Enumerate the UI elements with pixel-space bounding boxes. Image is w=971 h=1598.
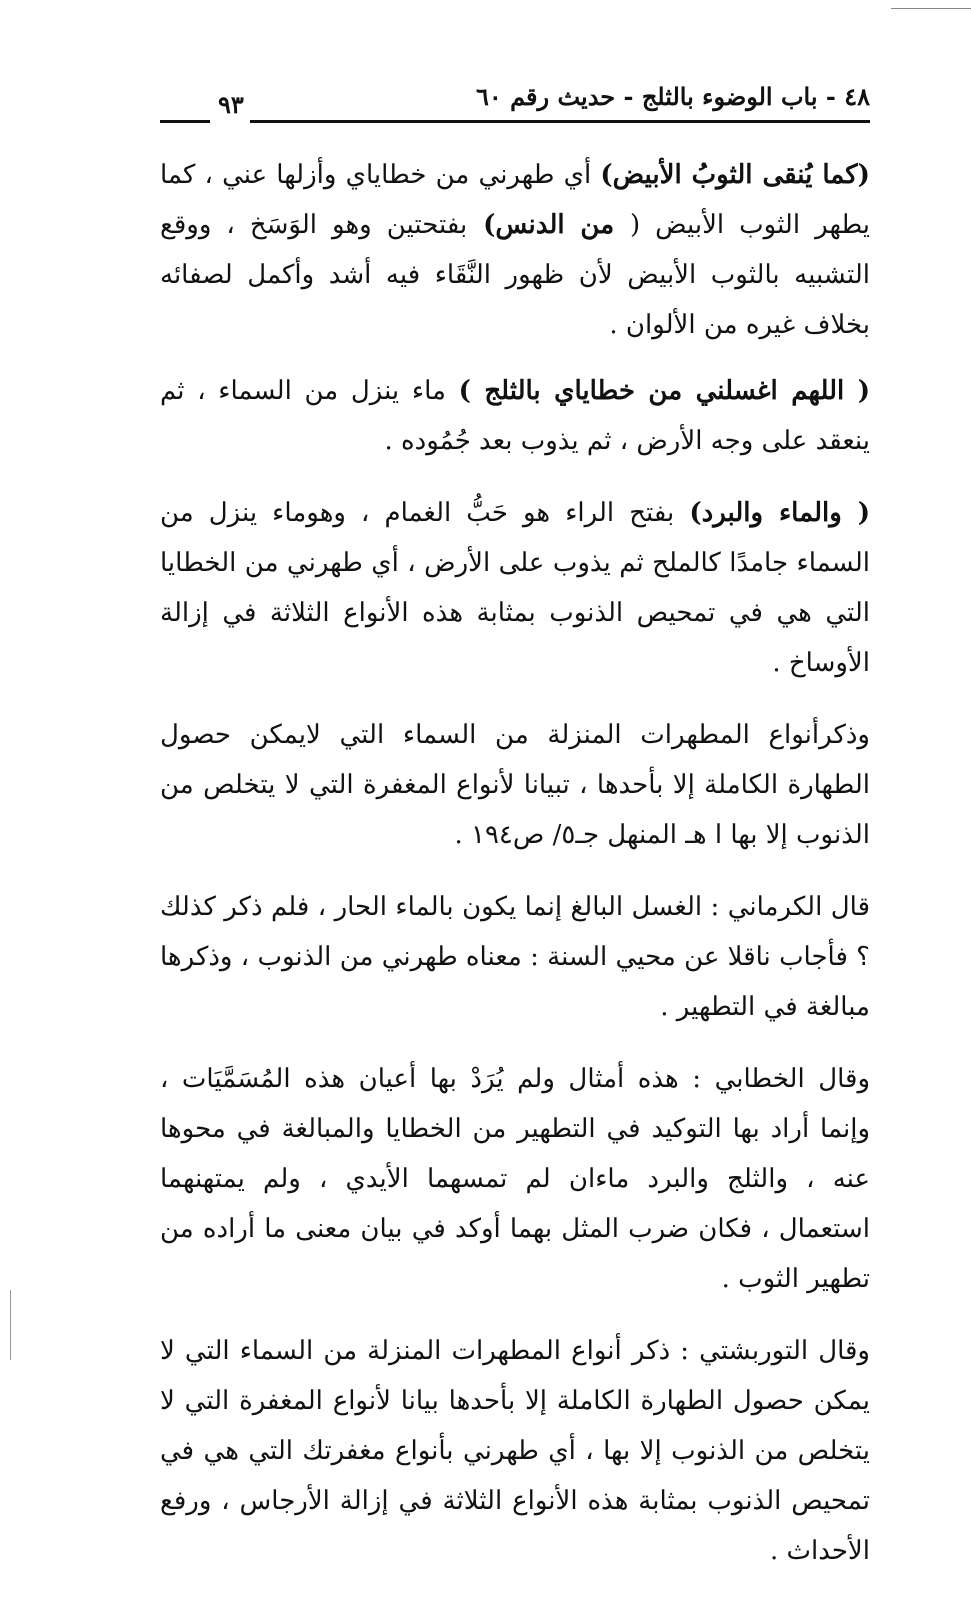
paragraph-7 <box>160 1326 870 1576</box>
paragraph-5 <box>160 882 870 1032</box>
margin-line <box>10 1290 11 1360</box>
paragraph-1-lead2: من الدنس) <box>467 210 630 240</box>
paragraph-1 <box>160 150 870 350</box>
paragraph-3 <box>160 488 870 688</box>
paragraph-4-text: وذكرأنواع المطهرات المنزلة من السماء التي لايمكن حصول الطهارة الكاملة إلا بأحدها ، تبيانا لأنواع المغفرة التي لا يتخلص من الذنوب إلا بها ا هـ المنهل جـ٥/ ص١٩٤ . <box>160 720 870 850</box>
paragraph-4 <box>160 710 870 860</box>
paragraph-6-text: وقال الخطابي : هذه أمثال ولم يُرَدْ بها أعيان هذه المُسَمَّيَات ، وإنما أراد بها التوكيد في التطهير من الخطايا والمبالغة في محوها عنه ، والثلج والبرد ماءان لم تمسهما الأيدي ، ولم يمتهنهما استعمال ، فكان ضرب المثل بهما أوكد في بيان معنى ما أراده من تطهير الثوب . <box>160 1064 870 1294</box>
paragraph-5-text: قال الكرماني : الغسل البالغ إنما يكون بالماء الحار ، فلم ذكر كذلك ؟ فأجاب ناقلا عن محيي السنة : معناه طهرني من الذنوب ، وذكرها مبالغة في التطهير . <box>160 892 870 1022</box>
paragraph-1-text2: بفتحتين وهو الوَسَخ ، ووقع التشبيه بالثوب الأبيض لأن ظهور النَّقَاء فيه أشد وأكمل لصفائه بخلاف غيره من الألوان . <box>160 210 870 340</box>
header-rule <box>250 120 870 123</box>
header-rule-short <box>160 120 210 123</box>
paragraph-3-text: بفتح الراء هو حَبُّ الغمام ، وهوماء ينزل من السماء جامدًا كالملح ثم يذوب على الأرض ، أي طهرني من الخطايا التي هي في تمحيص الذنوب بمثابة هذه الأنواع الثلاثة في إزالة الأوساخ . <box>160 498 870 678</box>
chapter-title: ٤٨ - باب الوضوء بالثلج - حديث رقم ٦٠ <box>475 82 870 111</box>
paragraph-2 <box>160 366 870 466</box>
running-header <box>160 82 870 126</box>
paragraph-3-lead: ( والماء والبرد) <box>689 498 870 528</box>
paragraph-2-text: ماء ينزل من السماء ، ثم ينعقد على وجه الأرض ، ثم يذوب بعد جُمُوده . <box>160 376 870 456</box>
corner-mark <box>891 8 971 9</box>
paragraph-1-lead: (كما يُنقى الثوبُ الأبيض) <box>600 160 870 190</box>
page-number: ٩٣ <box>218 90 244 119</box>
paragraph-2-lead: ( اللهم اغسلني من خطاياي بالثلج ) <box>458 376 870 406</box>
paragraph-6 <box>160 1054 870 1304</box>
paragraph-7-text: وقال التوربشتي : ذكر أنواع المطهرات المنزلة من السماء التي لا يمكن حصول الطهارة الكاملة إلا بأحدها بيانا لأنواع المغفرة التي لا يتخلص من الذنوب إلا بها ، أي طهرني بأنواع مغفرتك التي هي في تمحيص الذنوب بمثابة هذه الأنواع الثلاثة في إزالة الأرجاس ، ورفع الأحداث . <box>160 1336 870 1566</box>
body-text <box>160 150 870 1598</box>
paragraph-1-text: أي طهرني من خطاياي وأزلها عني ، كما يطهر الثوب الأبيض ( <box>160 160 871 240</box>
